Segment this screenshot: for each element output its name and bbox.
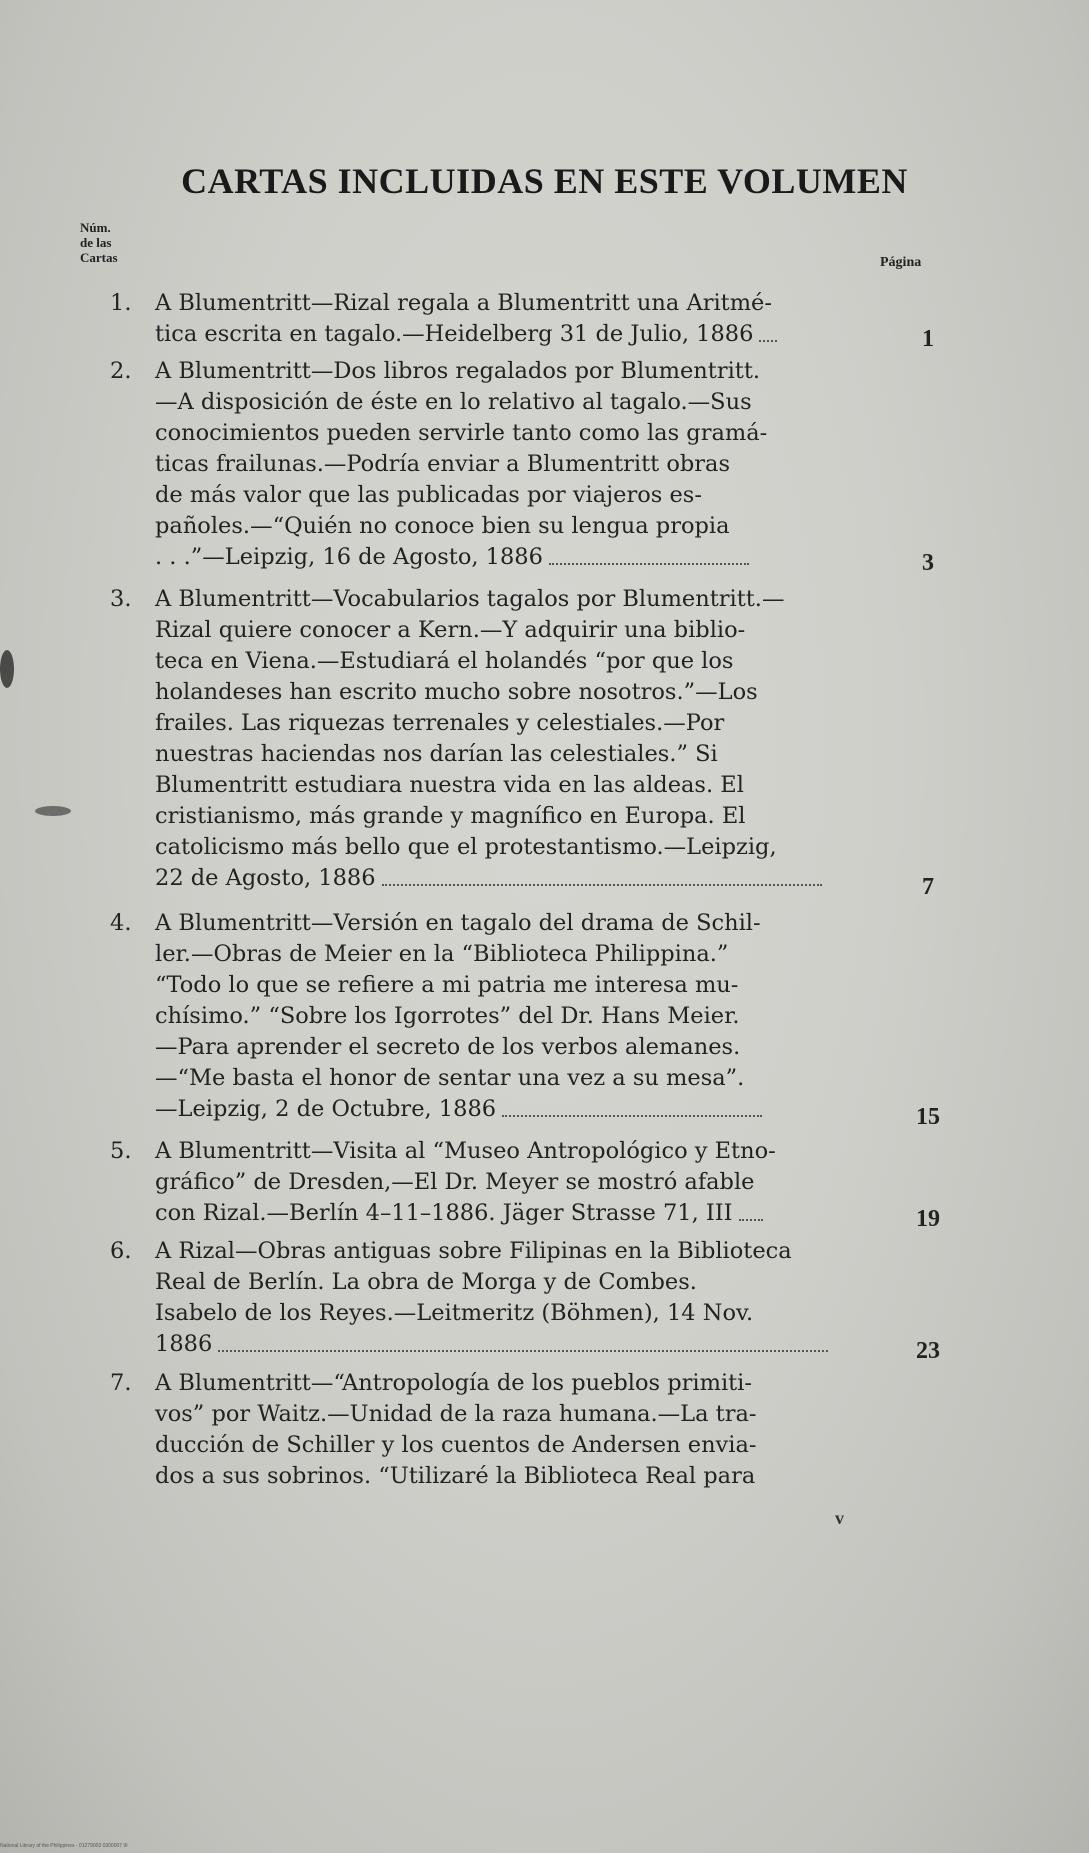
- letter-entry: [110, 908, 860, 1125]
- entry-number: 5.: [110, 1138, 132, 1164]
- entry-line: —A disposición de éste en lo relativo al tagalo.—Sus: [155, 389, 752, 415]
- entry-number: 3.: [110, 586, 132, 612]
- entry-line: A Blumentritt—Versión en tagalo del drama de Schil-: [155, 910, 761, 936]
- entry-line: “Todo lo que se refiere a mi patria me interesa mu-: [155, 972, 739, 998]
- letter-entry: [110, 356, 860, 573]
- page-number: 19: [916, 1206, 940, 1232]
- entry-line: A Rizal—Obras antiguas sobre Filipinas en la Biblioteca: [155, 1238, 792, 1264]
- page-number: 15: [916, 1104, 940, 1130]
- column-header-number: [80, 220, 118, 265]
- page-number: 1: [922, 326, 934, 352]
- entry-line: conocimientos pueden servirle tanto como las gramá-: [155, 420, 768, 446]
- entry-number: 2.: [110, 358, 132, 384]
- letter-entry: [110, 584, 860, 894]
- entry-line: A Blumentritt—Visita al “Museo Antropológico y Etno-: [155, 1138, 776, 1164]
- entry-line: vos” por Waitz.—Unidad de la raza humana.—La tra-: [155, 1401, 757, 1427]
- entry-line: [155, 542, 860, 573]
- page-stain: [35, 806, 71, 816]
- entry-line: [155, 863, 860, 894]
- letter-entry: [110, 288, 860, 350]
- entry-line: Rizal quiere conocer a Kern.—Y adquirir una biblio-: [155, 617, 746, 643]
- page-stain: [0, 650, 14, 688]
- entry-line: [155, 1329, 860, 1360]
- entry-line: [155, 319, 860, 350]
- entry-line: teca en Viena.—Estudiará el holandés “por que los: [155, 648, 734, 674]
- entry-line: —“Me basta el honor de sentar una vez a su mesa”.: [155, 1065, 745, 1091]
- entry-line: gráfico” de Dresden,—El Dr. Meyer se mostró afable: [155, 1169, 755, 1195]
- dot-leader: [218, 1350, 828, 1352]
- entry-line: —Para aprender el secreto de los verbos alemanes.: [155, 1034, 741, 1060]
- dot-leader: [549, 563, 749, 565]
- entry-number: 1.: [110, 290, 132, 316]
- entry-line-text: . . .”—Leipzig, 16 de Agosto, 1886: [155, 544, 543, 570]
- folio-number: v: [835, 1508, 844, 1528]
- entry-line: ler.—Obras de Meier en la “Biblioteca Philippina.”: [155, 941, 729, 967]
- dot-leader: [759, 340, 777, 342]
- letter-entry: [110, 1236, 860, 1360]
- dot-leader: [739, 1219, 763, 1221]
- entry-line-text: 22 de Agosto, 1886: [155, 865, 376, 891]
- entry-line: pañoles.—“Quién no conoce bien su lengua propia: [155, 513, 730, 539]
- entry-line-text: tica escrita en tagalo.—Heidelberg 31 de Julio, 1886: [155, 321, 754, 347]
- entry-line: Blumentritt estudiara nuestra vida en las aldeas. El: [155, 772, 744, 798]
- page-number: 3: [922, 550, 934, 576]
- dot-leader: [502, 1115, 762, 1117]
- entry-line: ticas frailunas.—Podría enviar a Blumentritt obras: [155, 451, 730, 477]
- entry-line: Real de Berlín. La obra de Morga y de Combes.: [155, 1269, 697, 1295]
- entry-line: holandeses han escrito mucho sobre nosotros.”—Los: [155, 679, 758, 705]
- entry-line: chísimo.” “Sobre los Igorrotes” del Dr. Hans Meier.: [155, 1003, 740, 1029]
- header-num-line: Núm.: [80, 220, 111, 235]
- header-num-line: Cartas: [80, 250, 118, 265]
- entry-line: [155, 1198, 860, 1229]
- entry-number: 7.: [110, 1370, 132, 1396]
- entry-line: Isabelo de los Reyes.—Leitmeritz (Böhmen), 14 Nov.: [155, 1300, 754, 1326]
- entry-line: de más valor que las publicadas por viajeros es-: [155, 482, 702, 508]
- dot-leader: [382, 884, 822, 886]
- entry-line-text: —Leipzig, 2 de Octubre, 1886: [155, 1096, 497, 1122]
- entry-line-text: 1886: [155, 1331, 213, 1357]
- entry-line: catolicismo más bello que el protestantismo.—Leipzig,: [155, 834, 777, 860]
- entry-line-text: con Rizal.—Berlín 4–11–1886. Jäger Strasse 71, III: [155, 1200, 733, 1226]
- entry-line: frailes. Las riquezas terrenales y celestiales.—Por: [155, 710, 725, 736]
- entry-line: cristianismo, más grande y magnífico en Europa. El: [155, 803, 746, 829]
- page-number: 23: [916, 1338, 940, 1364]
- entry-line: A Blumentritt—Rizal regala a Blumentritt una Aritmé-: [155, 290, 772, 316]
- entry-line: A Blumentritt—“Antropología de los pueblos primiti-: [155, 1370, 752, 1396]
- entry-number: 4.: [110, 910, 132, 936]
- entry-line: A Blumentritt—Vocabularios tagalos por Blumentritt.—: [155, 586, 785, 612]
- page-title: CARTAS INCLUIDAS EN ESTE VOLUMEN: [181, 161, 908, 201]
- letter-entry: [110, 1368, 860, 1492]
- scan-footer: National Library of the Philippines · 01279003 0300007 III: [0, 1843, 128, 1849]
- page-number: 7: [922, 874, 934, 900]
- entry-line: [155, 1094, 860, 1125]
- entry-number: 6.: [110, 1238, 132, 1264]
- column-header-page: Página: [880, 255, 922, 270]
- entry-line: dos a sus sobrinos. “Utilizaré la Biblioteca Real para: [155, 1463, 756, 1489]
- entry-line: nuestras haciendas nos darían las celestiales.” Si: [155, 741, 718, 767]
- entry-line: A Blumentritt—Dos libros regalados por Blumentritt.: [155, 358, 761, 384]
- header-num-line: de las: [80, 235, 112, 250]
- entry-line: ducción de Schiller y los cuentos de Andersen envia-: [155, 1432, 757, 1458]
- letter-entry: [110, 1136, 860, 1229]
